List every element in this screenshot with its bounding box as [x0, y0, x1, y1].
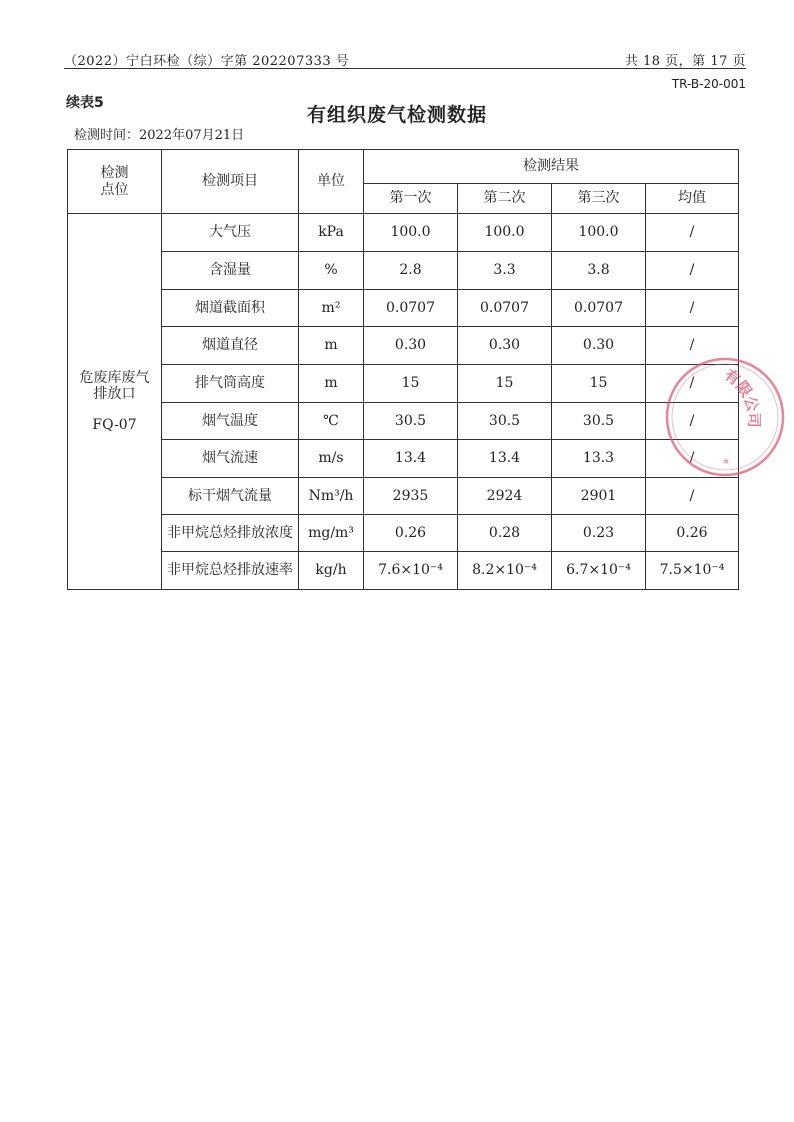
item-cell: 含湿量 — [162, 252, 299, 290]
value-second: 3.3 — [458, 252, 552, 290]
location-name-line1: 危废库废气 — [79, 370, 150, 387]
location-cell — [68, 214, 162, 590]
unit-cell: mg/m³ — [299, 515, 364, 552]
item-cell: 大气压 — [162, 214, 299, 252]
header-third: 第三次 — [552, 184, 646, 214]
value-third: 13.3 — [552, 440, 646, 478]
report-number: （2022）宁白环检（综）字第 202207333 号 — [64, 54, 350, 69]
value-first: 0.0707 — [364, 290, 458, 327]
seal-star: ★ — [722, 457, 731, 467]
table-row — [68, 552, 739, 590]
value-average: 0.26 — [646, 515, 739, 552]
header-unit: 单位 — [299, 150, 364, 214]
seal-text: 有限公司 — [720, 365, 763, 428]
item-cell: 排气筒高度 — [162, 365, 299, 403]
unit-cell: kg/h — [299, 552, 364, 590]
item-cell: 非甲烷总烃排放浓度 — [162, 515, 299, 552]
unit-cell: m — [299, 365, 364, 403]
header-item: 检测项目 — [162, 150, 299, 214]
header-second: 第二次 — [458, 184, 552, 214]
value-first: 13.4 — [364, 440, 458, 478]
table-row — [68, 214, 739, 252]
value-average: / — [646, 403, 739, 440]
value-average: / — [646, 327, 739, 365]
unit-cell: m² — [299, 290, 364, 327]
value-second: 30.5 — [458, 403, 552, 440]
value-second: 0.0707 — [458, 290, 552, 327]
unit-cell: % — [299, 252, 364, 290]
table-row — [68, 478, 739, 515]
value-third: 0.23 — [552, 515, 646, 552]
value-second: 100.0 — [458, 214, 552, 252]
unit-cell: Nm³/h — [299, 478, 364, 515]
value-average: / — [646, 440, 739, 478]
table-row — [68, 327, 739, 365]
table-row — [68, 365, 739, 403]
value-third: 30.5 — [552, 403, 646, 440]
form-code: TR-B-20-001 — [671, 77, 746, 91]
item-cell: 烟气温度 — [162, 403, 299, 440]
value-second: 8.2×10⁻⁴ — [458, 552, 552, 590]
value-first: 2.8 — [364, 252, 458, 290]
table-row — [68, 403, 739, 440]
unit-cell: ℃ — [299, 403, 364, 440]
value-third: 2901 — [552, 478, 646, 515]
location-name-line2: 排放口 — [93, 386, 136, 403]
unit-cell: m — [299, 327, 364, 365]
item-cell: 烟道截面积 — [162, 290, 299, 327]
unit-cell: m/s — [299, 440, 364, 478]
value-first: 7.6×10⁻⁴ — [364, 552, 458, 590]
value-third: 3.8 — [552, 252, 646, 290]
item-cell: 烟气流速 — [162, 440, 299, 478]
value-second: 0.28 — [458, 515, 552, 552]
location-code: FQ-07 — [92, 416, 137, 433]
value-first: 2935 — [364, 478, 458, 515]
value-second: 2924 — [458, 478, 552, 515]
value-third: 6.7×10⁻⁴ — [552, 552, 646, 590]
header-divider — [64, 68, 746, 69]
item-cell: 烟道直径 — [162, 327, 299, 365]
value-average: / — [646, 252, 739, 290]
item-cell: 非甲烷总烃排放速率 — [162, 552, 299, 590]
value-second: 13.4 — [458, 440, 552, 478]
value-second: 0.30 — [458, 327, 552, 365]
value-third: 15 — [552, 365, 646, 403]
value-second: 15 — [458, 365, 552, 403]
value-first: 30.5 — [364, 403, 458, 440]
header-results: 检测结果 — [364, 150, 739, 184]
table-row — [68, 440, 739, 478]
value-average: / — [646, 290, 739, 327]
header-first: 第一次 — [364, 184, 458, 214]
value-first: 100.0 — [364, 214, 458, 252]
value-first: 0.30 — [364, 327, 458, 365]
item-cell: 标干烟气流量 — [162, 478, 299, 515]
emission-data-table — [67, 149, 739, 590]
value-third: 0.0707 — [552, 290, 646, 327]
test-time: 检测时间：2022年07月21日 — [74, 128, 245, 143]
page-title: 有组织废气检测数据 — [306, 104, 487, 126]
header-average: 均值 — [646, 184, 739, 214]
table-row — [68, 290, 739, 327]
value-average: / — [646, 365, 739, 403]
value-third: 0.30 — [552, 327, 646, 365]
value-first: 0.26 — [364, 515, 458, 552]
value-average: / — [646, 214, 739, 252]
table-row — [68, 252, 739, 290]
value-first: 15 — [364, 365, 458, 403]
table-row — [68, 515, 739, 552]
page-info: 共 18 页，第 17 页 — [624, 54, 746, 69]
unit-cell: kPa — [299, 214, 364, 252]
continued-table-label: 续表5 — [66, 95, 104, 111]
header-location: 检测 点位 — [68, 150, 162, 214]
value-third: 100.0 — [552, 214, 646, 252]
value-average: 7.5×10⁻⁴ — [646, 552, 739, 590]
value-average: / — [646, 478, 739, 515]
